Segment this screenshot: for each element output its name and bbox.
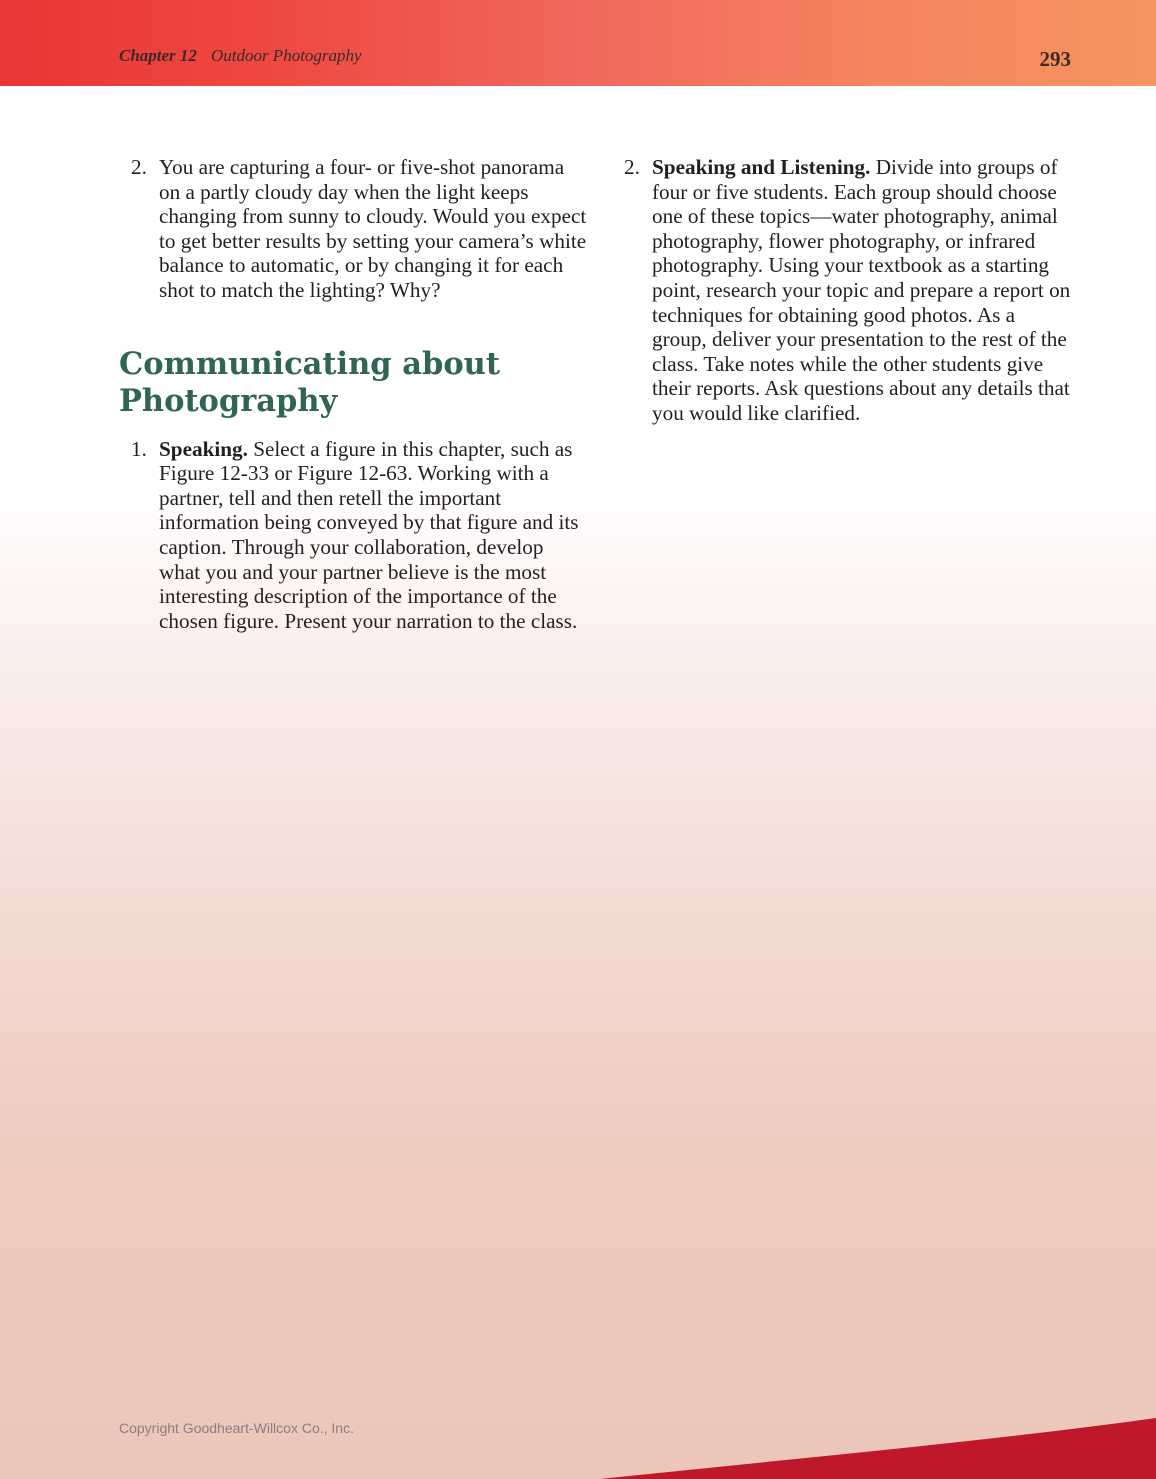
footer-swoosh — [0, 1400, 1156, 1479]
running-head — [119, 46, 362, 66]
chapter-label: Chapter 12 — [119, 46, 197, 65]
item-lead: Speaking. — [159, 436, 248, 461]
item-number: 2. — [624, 155, 640, 179]
right-column — [612, 155, 1074, 426]
item-number: 1. — [131, 436, 147, 461]
swoosh-shape — [600, 1418, 1156, 1479]
item-number: 2. — [131, 155, 147, 179]
item-lead: Speaking and Listening. — [652, 155, 871, 179]
review-question-item — [119, 155, 589, 303]
left-column — [119, 155, 589, 633]
item-paragraph — [652, 155, 1074, 426]
section-heading: Communicating about Photography — [119, 345, 500, 419]
page-number: 293 — [1039, 47, 1071, 71]
copyright-notice: Copyright Goodheart-Willcox Co., Inc. — [119, 1420, 354, 1436]
item-text: Divide into groups of four or five students. Each group should choose one of these topics—water photography, animal photography, flower photography, or infrared photography. Using your textbook as a starting point, research your topic and prepare a report on techniques for obtaining good photos. As a group, deliver your presentation to the rest of the class. Take notes while the other students give their reports. Ask questions about any details that you would like clarified. — [652, 155, 1071, 425]
activity-item — [119, 437, 589, 634]
header-band — [0, 0, 1156, 86]
chapter-title: Outdoor Photography — [210, 46, 362, 65]
activity-item — [612, 155, 1074, 426]
item-text: Select a figure in this chapter, such as Figure 12-33 or Figure 12-63. Working with a partner, tell and then retell the important information being conveyed by that figure and its caption. Through your collaboration, develop what you and your partner believe is the most interesting description of the importance of the chosen figure. Present your narration to the class. — [159, 436, 579, 633]
item-text: You are capturing a four- or five-shot panorama on a partly cloudy day when the light keeps changing from sunny to cloudy. Would you expect to get better results by setting your camera’s white balance to automatic, or by changing it for each shot to match the lighting? Why? — [159, 155, 587, 302]
item-paragraph — [159, 437, 589, 634]
